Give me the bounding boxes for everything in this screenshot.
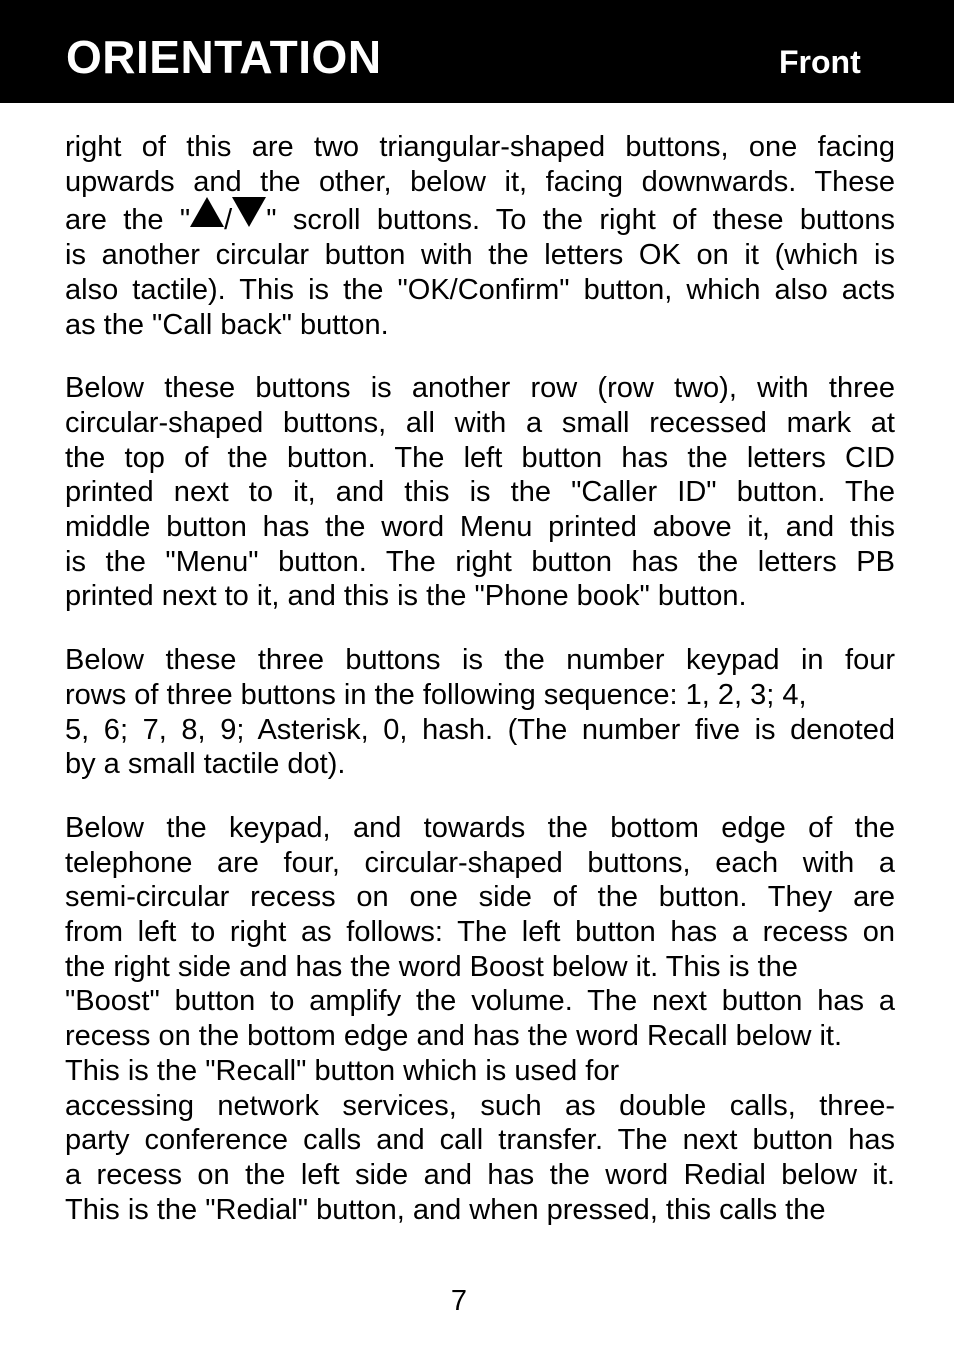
text-line: right of this are two triangular-shaped buttons, one facing: [65, 131, 895, 163]
text-line: is the "Menu" button. The right button has the letters PB: [65, 545, 895, 578]
text-line: 5, 6; 7, 8, 9; Asterisk, 0, hash. (The number five is denoted: [65, 713, 895, 746]
text-line: Below these buttons is another row (row two), with three: [65, 372, 895, 405]
text-line: "Boost" button to amplify the volume. The next button has a: [65, 985, 895, 1018]
text-line: Below these three buttons is the number keypad in four: [65, 644, 895, 677]
text-line: semi-circular recess on one side of the button. They are: [65, 881, 895, 914]
text-line: by a small tactile dot).: [65, 748, 346, 781]
body-text: [65, 130, 895, 1227]
text-line: as the "Call back" button.: [65, 308, 389, 341]
paragraph-keypad: [65, 643, 895, 782]
paragraph-scroll-buttons: [65, 130, 895, 342]
text-line: printed next to it, and this is the "Phone book" button.: [65, 580, 747, 613]
text-line: is another circular button with the letters OK on it (which is: [65, 239, 895, 272]
arrow-up-icon: [190, 197, 224, 227]
text-line: Below the keypad, and towards the bottom edge of the: [65, 811, 895, 844]
text-line: the top of the button. The left button has the letters CID: [65, 441, 895, 474]
section-label: Front: [779, 44, 861, 80]
text-line: recess on the bottom edge and has the word Recall below it.: [65, 1020, 843, 1053]
page-number: 7: [450, 1285, 468, 1317]
slash-separator: /: [224, 204, 233, 237]
text-line: rows of three buttons in the following sequence: 1, 2, 3; 4,: [65, 678, 807, 711]
paragraph-row-two-buttons: [65, 371, 895, 614]
page-header: [0, 0, 954, 103]
text-line: party conference calls and call transfer. The next button has: [65, 1124, 895, 1157]
paragraph-bottom-buttons: [65, 811, 895, 1227]
text-line: also tactile). This is the "OK/Confirm" button, which also acts: [65, 273, 895, 306]
text-line: the right side and has the word Boost below it. This is the: [65, 950, 798, 983]
text-line: printed next to it, and this is the "Caller ID" button. The: [65, 476, 895, 509]
text-line: upwards and the other, below it, facing downwards. These: [65, 165, 895, 198]
text-line: This is the "Recall" button which is used for: [65, 1054, 620, 1087]
arrow-down-icon: [232, 197, 266, 227]
text-line: from left to right as follows: The left button has a recess on: [65, 916, 895, 949]
text-line: a recess on the left side and has the word Redial below it.: [65, 1158, 895, 1191]
text-line: middle button has the word Menu printed above it, and this: [65, 511, 895, 544]
page-title: ORIENTATION: [66, 31, 382, 83]
text-line: This is the "Redial" button, and when pressed, this calls the: [65, 1193, 826, 1226]
text-fragment: are the ": [65, 204, 191, 237]
text-fragment: " scroll buttons. To the right of these buttons: [266, 204, 895, 237]
text-line: accessing network services, such as double calls, three-: [65, 1089, 895, 1122]
text-line-with-icons: [65, 199, 895, 238]
text-line: telephone are four, circular-shaped buttons, each with a: [65, 846, 895, 879]
text-line: circular-shaped buttons, all with a small recessed mark at: [65, 406, 895, 439]
